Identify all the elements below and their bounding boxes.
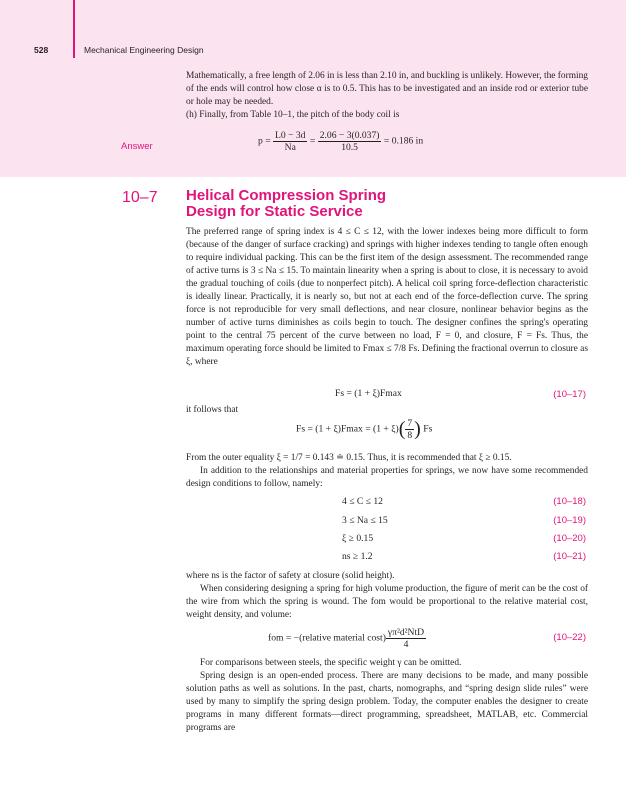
fom-equation: fom = −(relative material cost) $\frac{\text{γπ²d²NtD}}{4}$ [268, 627, 425, 650]
equation-number-10-20: (10–20) [553, 533, 586, 544]
pitch-result: = 0.186 in [383, 135, 424, 147]
pitch-lhs: p = [258, 135, 271, 147]
body-paragraph-2: From the outer equality ξ = 1/7 = 0.143 ≐ 0.15. Thus, it is recommended that ξ ≥ 0.15. In addition to the relationships and material properties for springs, we now have some recommended design conditions to follow, namely: [186, 453, 588, 489]
pitch-frac-2: $\frac{2.06 - 3(0.037)}{10.5}$ [319, 130, 380, 153]
condition-10-21: ns ≥ 1.2 [342, 551, 373, 562]
follows-text: it follows that [186, 405, 239, 415]
condition-10-18: 4 ≤ C ≤ 12 [342, 496, 383, 507]
para-buckling: Mathematically, a free length of 2.06 in is less than 2.10 in, and buckling is unlikely. However, the forming of the ends will control how close α is to 0.5. This has to be investigated and an inside rod or exterior tube or hole may be needed. [186, 71, 588, 107]
section-number: 10–7 [122, 189, 158, 206]
condition-10-20: ξ ≥ 0.15 [342, 533, 374, 544]
header-rule [73, 0, 75, 58]
body-paragraph-4: For comparisons between steels, the specific weight γ can be omitted. Spring design is an open-ended process. There are many decisions to be made, and many possible solution paths as well as solutions. In the past, charts, nomographs, and “spring design slide rules” were used by many to simplify the spring design problem. Today, the computer enables the designer to create programs in many different formats—direct programming, spreadsheet, MATLAB, etc. Commercial programs are [186, 658, 588, 733]
top-paragraph [186, 70, 588, 122]
body-paragraph-3: where ns is the factor of safety at closure (solid height). When considering designing a spring for high volume production, the figure of merit can be the cost of the wire from which the spring is wound. The fom would be proportional to the relative material cost, weight density, and volume: [186, 571, 588, 620]
page-number: 528 [34, 45, 49, 55]
equation-number-10-17: (10–17) [553, 389, 586, 400]
condition-10-19: 3 ≤ Na ≤ 15 [342, 515, 388, 526]
pitch-equation: p = $\frac{L0 - 3d}{Na}$ = $\frac{2.06 - 3(0.037)}{10.5}$ = 0.186 in [258, 130, 424, 153]
para-pitch-intro: (h) Finally, from Table 10–1, the pitch of the body coil is [186, 110, 400, 120]
section-title: Helical Compression Spring Design for Static Service [186, 187, 387, 220]
running-title: Mechanical Engineering Design [84, 45, 204, 55]
answer-label: Answer [121, 141, 153, 152]
equation-follow: Fs = (1 + ξ)Fmax = (1 + ξ)( $\frac{7}{8}$ ) Fs [296, 418, 433, 441]
equation-number-10-19: (10–19) [553, 515, 586, 526]
equation-10-17: Fs = (1 + ξ)Fmax [335, 388, 402, 399]
equation-number-10-18: (10–18) [553, 496, 586, 507]
pitch-frac-1: $\frac{L0 - 3d}{Na}$ [275, 130, 306, 153]
equation-number-10-21: (10–21) [553, 551, 586, 562]
equation-number-10-22: (10–22) [553, 632, 586, 643]
body-paragraph-1: The preferred range of spring index is 4 ≤ C ≤ 12, with the lower indexes being more difficult to form (because of the danger of surface cracking) and springs with higher indexes tending to tangle often enough to require individual packing. This can be the first item of the design assessment. The recommended range of active turns is 3 ≤ Na ≤ 15. To maintain linearity when a spring is about to close, it is necessary to avoid the gradual touching of coils (due to nonperfect pitch). A helical coil spring force-deflection characteristic is ideally linear. Practically, it is nearly so, but not at each end of the force-deflection curve. The spring force is not reproducible for very small deflections, and near closure, nonlinear behavior begins as the number of active turns diminishes as coils begin to touch. The designer confines the spring's operating point to the central 75 percent of the curve between no load, F = 0, and closure, F = Fs. Thus, the maximum operating force should be limited to Fmax ≤ 7/8 Fs. Defining the fractional overrun to closure as ξ, where [186, 227, 588, 367]
